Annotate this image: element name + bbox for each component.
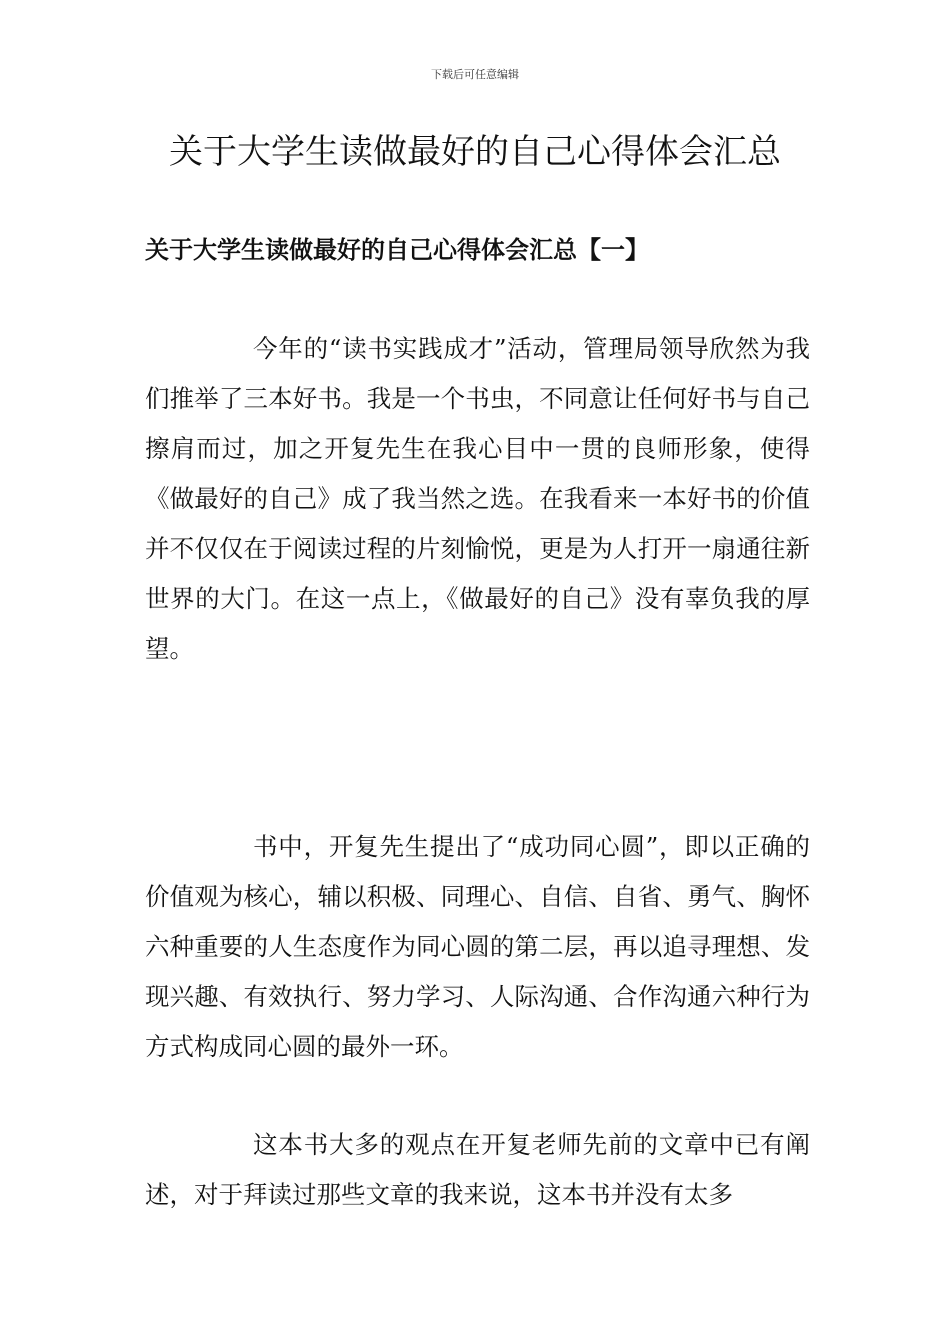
document-title: 关于大学生读做最好的自己心得体会汇总 <box>169 132 781 172</box>
body-paragraph-1: 今年的“读书实践成才”活动，管理局领导欣然为我们推举了三本好书。我是一个书虫，不同意让任何好书与自己擦肩而过，加之开复先生在我心目中一贯的良师形象，使得《做最好的自己》成了我当然之选。在我看来一本好书的价值并不仅仅在于阅读过程的片刻愉悦，更是为人打开一扇通往新世界的大门。在这一点上，《做最好的自己》没有辜负我的厚望。 <box>145 334 810 663</box>
body-paragraph-3: 这本书大多的观点在开复老师先前的文章中已有阐述，对于拜读过那些文章的我来说，这本书并没有太多 <box>145 1130 810 1209</box>
body-paragraph-2: 书中，开复先生提出了“成功同心圆”，即以正确的价值观为核心，辅以积极、同理心、自信、自省、勇气、胸怀六种重要的人生态度作为同心圆的第二层，再以追寻理想、发现兴趣、有效执行、努力学习、人际沟通、合作沟通六种行为方式构成同心圆的最外一环。 <box>145 832 810 1061</box>
header-note: 下载后可任意编辑 <box>431 68 519 81</box>
section-heading: 关于大学生读做最好的自己心得体会汇总【一】 <box>145 235 649 264</box>
